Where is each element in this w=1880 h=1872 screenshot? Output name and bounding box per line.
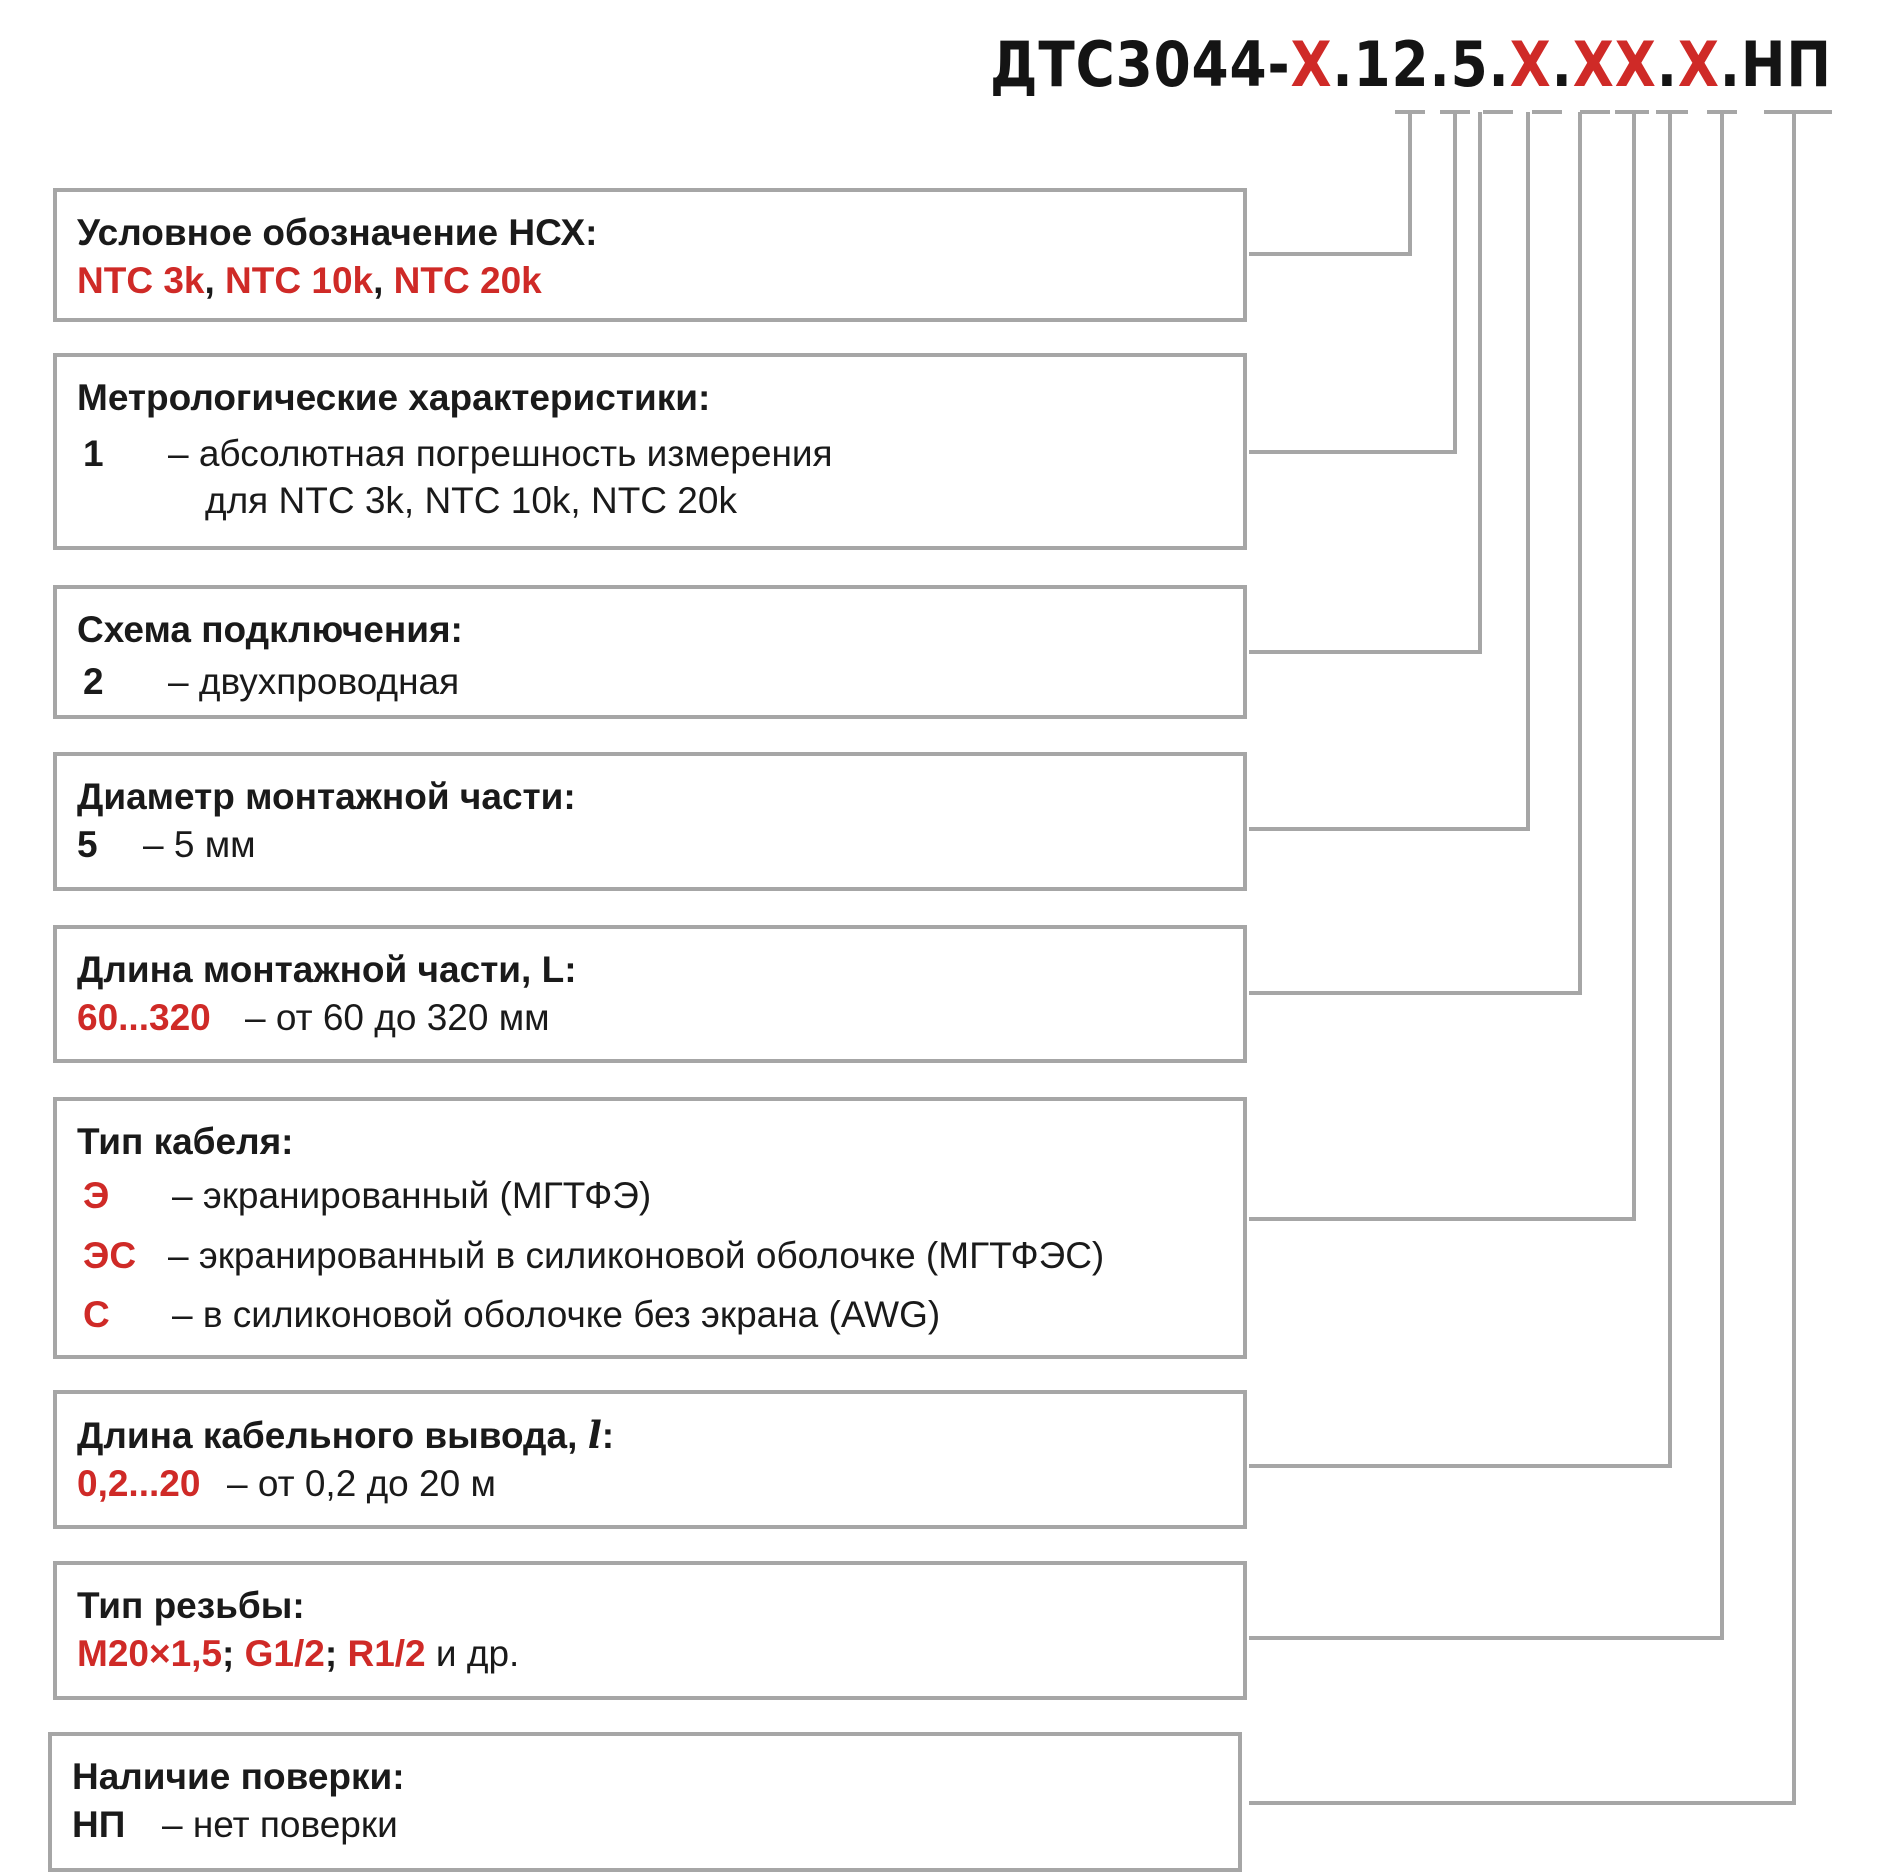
- separator: ,: [204, 260, 215, 301]
- option-row: [77, 657, 1223, 707]
- box-length: [53, 925, 1247, 1063]
- box-title: Тип кабеля:: [77, 1121, 294, 1162]
- option-key: 0,2...20: [77, 1463, 201, 1504]
- box-title: Наличие поверки:: [72, 1756, 405, 1797]
- box-title: Условное обозначение НСХ:: [77, 212, 598, 253]
- code-segment-cable: XX: [1572, 28, 1657, 101]
- option-key: 60...320: [77, 997, 211, 1038]
- connector-length: [1249, 112, 1580, 993]
- option-desc: – в силиконовой оболочке без экрана (AWG): [172, 1294, 941, 1335]
- connector-verify: [1249, 112, 1794, 1803]
- box-title: Схема подключения:: [77, 609, 463, 650]
- box-cable: [53, 1097, 1247, 1359]
- box-diameter: [53, 752, 1247, 891]
- value-g12: G1/2: [244, 1633, 325, 1674]
- box-title-text: Длина кабельного вывода,: [77, 1415, 578, 1456]
- option-row: [72, 1800, 1218, 1850]
- option-row: [77, 1459, 1223, 1509]
- code-segment-nsh: X: [1290, 28, 1333, 101]
- option-key: Э: [83, 1175, 110, 1216]
- connector-scheme: [1249, 112, 1480, 652]
- separator: ;: [324, 1633, 338, 1674]
- nsh-values: [77, 256, 1223, 306]
- title-colon: :: [601, 1415, 615, 1456]
- option-key: НП: [72, 1804, 126, 1845]
- code-suffix: .НП: [1719, 28, 1832, 101]
- box-title: Диаметр монтажной части:: [77, 776, 576, 817]
- option-desc: – нет поверки: [162, 1804, 398, 1845]
- symbol-l: l: [587, 1413, 602, 1457]
- connector-thread: [1249, 112, 1722, 1638]
- option-desc: – абсолютная погрешность измерения: [168, 433, 833, 474]
- value-r12: R1/2: [347, 1633, 426, 1674]
- option-desc-cont: для NTC 3k, NTC 10k, NTC 20k: [205, 480, 737, 521]
- code-dot: .: [1551, 28, 1573, 101]
- value-ntc10k: NTC 10k: [225, 260, 374, 301]
- option-row: [77, 820, 1223, 870]
- connector-nsh: [1249, 112, 1410, 254]
- code-segment-cable-length: X: [1677, 28, 1720, 101]
- separator: ,: [373, 260, 384, 301]
- code-dot: .: [1656, 28, 1678, 101]
- option-key: 1: [83, 433, 104, 474]
- option-desc: – 5 мм: [143, 824, 256, 865]
- box-title: Длина монтажной части, L:: [77, 949, 577, 990]
- option-key: С: [83, 1294, 110, 1335]
- box-title: Метрологические характеристики:: [77, 377, 711, 418]
- value-ntc20k: NTC 20k: [393, 260, 542, 301]
- box-scheme: [53, 585, 1247, 719]
- box-nsh: [53, 188, 1247, 322]
- code-prefix: ДТС3044-: [990, 28, 1291, 101]
- option-key: 5: [77, 824, 98, 865]
- thread-values: [77, 1629, 1223, 1679]
- box-cable-length: [53, 1390, 1247, 1529]
- value-tail: и др.: [435, 1633, 520, 1674]
- option-key: 2: [83, 661, 104, 702]
- option-desc: – экранированный (МГТФЭ): [172, 1175, 652, 1216]
- connector-cable: [1249, 112, 1634, 1219]
- option-desc: – экранированный в силиконовой оболочке (МГТФЭС): [168, 1235, 1105, 1276]
- connector-cable-length: [1249, 112, 1670, 1466]
- option-row: [77, 1290, 1223, 1340]
- code-fixed-part: .12.5.: [1332, 28, 1510, 101]
- box-title: [77, 1412, 1223, 1459]
- option-row: [77, 993, 1223, 1043]
- option-row-cont: [77, 476, 1223, 526]
- connector-diameter: [1249, 112, 1528, 829]
- option-row: [77, 1231, 1223, 1281]
- value-ntc3k: NTC 3k: [77, 260, 205, 301]
- option-row: [77, 429, 1223, 479]
- box-metro: [53, 353, 1247, 550]
- option-desc: – двухпроводная: [168, 661, 460, 702]
- code-segment-length: X: [1509, 28, 1552, 101]
- option-row: [77, 1171, 1223, 1221]
- value-m20: M20×1,5: [77, 1633, 223, 1674]
- option-desc: – от 60 до 320 мм: [245, 997, 550, 1038]
- option-desc: – от 0,2 до 20 м: [227, 1463, 496, 1504]
- box-title: Тип резьбы:: [77, 1585, 305, 1626]
- box-verify: [48, 1732, 1242, 1872]
- separator: ;: [222, 1633, 235, 1674]
- connector-metro: [1249, 112, 1455, 452]
- option-key: ЭС: [83, 1235, 137, 1276]
- box-thread: [53, 1561, 1247, 1700]
